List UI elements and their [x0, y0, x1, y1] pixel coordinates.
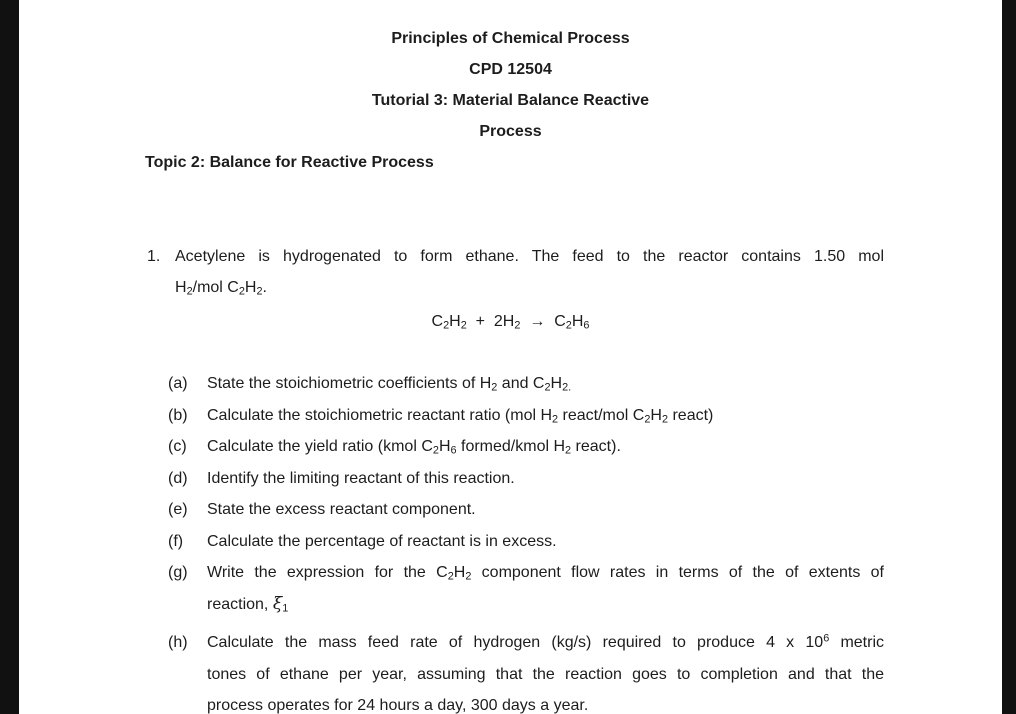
part-item-e [168, 494, 884, 526]
chemical-equation: $C_2H_2 + 2H_2 \to C_2H_6$ [431, 313, 590, 332]
part-line: Identify the limiting reactant of this reaction. [207, 469, 515, 487]
part-marker: (g) [168, 564, 188, 581]
doc-tutorial-title: Tutorial 3: Material Balance Reactive [371, 92, 650, 109]
part-item-a [168, 368, 884, 400]
part-line: Calculate the percentage of reactant is in excess. [207, 532, 557, 550]
part-item-d [168, 463, 884, 495]
part-marker: (e) [168, 501, 188, 518]
part-marker: (a) [168, 375, 188, 392]
part-marker: (c) [168, 438, 187, 455]
part-marker: (b) [168, 406, 188, 424]
topic-heading: Topic 2: Balance for Reactive Process [145, 154, 434, 171]
part-line: Calculate the mass feed rate of hydrogen (kg/s) required to produce 4 x $10^6$ metric [207, 632, 885, 651]
part-item-b [168, 400, 884, 432]
part-line: State the excess reactant component. [207, 501, 476, 518]
question-parts-list [19, 368, 1002, 714]
doc-tutorial-title-cont: Process [479, 123, 542, 140]
part-line: reaction, $\xi_1$ [207, 593, 289, 614]
document-header [19, 0, 1002, 178]
part-marker: (d) [168, 469, 188, 487]
part-marker: (f) [168, 532, 184, 550]
part-marker: (h) [168, 634, 188, 651]
part-item-h [168, 627, 885, 714]
part-line: Calculate the stoichiometric reactant ratio (mol $H_2$ react/mol $C_2H_2$ react) [207, 406, 714, 425]
right-black-bar [1002, 0, 1016, 714]
question-number: 1. [147, 248, 161, 265]
question-line: $H_2$/mol $C_2H_2$. [175, 279, 267, 298]
doc-course-code: CPD 12504 [469, 61, 552, 78]
left-black-bar [0, 0, 19, 714]
part-line: State the stoichiometric coefficients of $H_2$ and $C_2H_{2.}$ [207, 375, 572, 394]
part-line: process operates for 24 hours a day, 300 days a year. [207, 697, 589, 714]
question-line: Acetylene is hydrogenated to form ethane. The feed to the reactor contains 1.50 mol [175, 248, 884, 265]
part-item-g [168, 557, 884, 620]
question-1 [147, 241, 884, 303]
part-line: Write the expression for the $C_2H_2$ component flow rates in terms of the of extents of [207, 564, 884, 583]
part-line: tones of ethane per year, assuming that the reaction goes to completion and that the [207, 665, 884, 683]
document-page [19, 0, 1002, 714]
part-line: Calculate the yield ratio (kmol $C_2H_6$ formed/kmol $H_2$ react). [207, 438, 621, 457]
doc-title: Principles of Chemical Process [391, 30, 630, 47]
part-item-c [168, 431, 884, 463]
part-item-f [168, 526, 884, 558]
